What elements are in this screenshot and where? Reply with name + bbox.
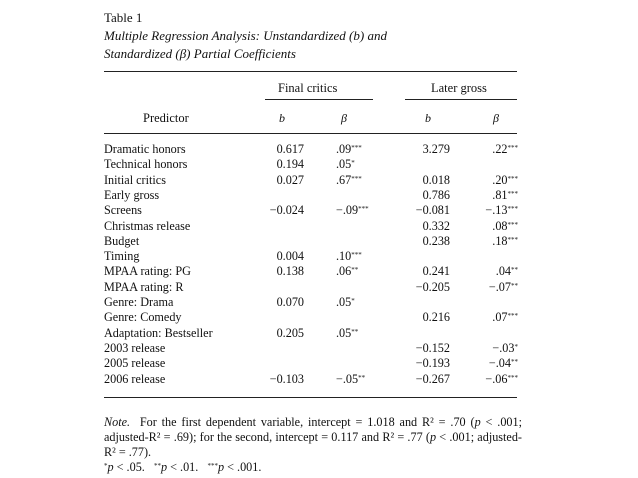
final-beta-cell bbox=[336, 295, 355, 310]
later-beta-cell-value: .22 bbox=[492, 142, 508, 156]
predictor-cell-value: 2003 release bbox=[104, 340, 166, 355]
later-b-cell-value: 0.786 bbox=[422, 187, 450, 202]
table-row bbox=[0, 356, 638, 371]
final-b-cell bbox=[270, 372, 304, 387]
later-b-cell bbox=[416, 280, 450, 295]
final-b-cell bbox=[277, 173, 304, 188]
final-b-cell-value: 0.205 bbox=[276, 325, 304, 340]
predictor-cell bbox=[104, 280, 183, 295]
table-row bbox=[0, 372, 638, 387]
predictor-cell bbox=[104, 310, 182, 325]
predictor-cell bbox=[104, 219, 190, 234]
predictor-cell-value: Adaptation: Bestseller bbox=[104, 325, 213, 340]
final-beta-cell bbox=[336, 372, 365, 387]
later-beta-cell-value: −.13 bbox=[485, 203, 508, 218]
later-beta-cell-value: −.03 bbox=[492, 340, 515, 355]
group-rule-final-critics bbox=[265, 99, 373, 100]
final-beta-cell bbox=[336, 157, 355, 172]
final-beta-cell bbox=[336, 249, 362, 264]
final-b-cell bbox=[277, 249, 304, 264]
predictor-cell-value: Timing bbox=[104, 249, 140, 264]
later-beta-cell-value: −.04 bbox=[488, 356, 511, 371]
sig1-p: p bbox=[107, 460, 114, 474]
final-b-cell-value: 0.194 bbox=[276, 157, 304, 172]
predictor-cell-value: 2006 release bbox=[104, 371, 166, 386]
table-note bbox=[104, 415, 522, 475]
significance-marker: *** bbox=[507, 144, 518, 152]
predictor-cell-value: MPAA rating: PG bbox=[104, 264, 191, 279]
final-b-cell-value: 0.070 bbox=[276, 295, 304, 309]
predictor-cell bbox=[104, 264, 191, 279]
significance-marker: *** bbox=[358, 205, 369, 214]
later-beta-cell bbox=[485, 203, 518, 218]
bottom-rule bbox=[104, 397, 517, 398]
column-header-final-b: b bbox=[279, 111, 285, 125]
note-text-3: < .001; adjusted-R² = .77). bbox=[104, 430, 522, 459]
note-text-1: For the first dependent variable, intercept = 1.018 and R² = .70 ( bbox=[139, 415, 475, 429]
later-beta-cell bbox=[492, 219, 518, 234]
predictor-cell-value: Screens bbox=[104, 203, 142, 218]
predictor-cell bbox=[104, 234, 139, 249]
column-header-predictor: Predictor bbox=[143, 111, 189, 125]
predictor-cell-value: Budget bbox=[104, 233, 140, 248]
predictor-cell-value: 2005 release bbox=[104, 356, 166, 371]
final-beta-cell bbox=[336, 173, 362, 188]
sig1-mark: * bbox=[104, 462, 108, 470]
later-beta-cell-value: .08 bbox=[492, 218, 508, 233]
later-b-cell bbox=[423, 219, 450, 234]
significance-marker: ** bbox=[511, 266, 518, 275]
later-beta-cell-value: −.07 bbox=[488, 279, 511, 294]
table-row bbox=[0, 310, 638, 325]
predictor-cell bbox=[104, 173, 166, 188]
significance-marker: ** bbox=[351, 327, 359, 336]
significance-marker: ** bbox=[358, 373, 366, 382]
later-beta-cell bbox=[489, 356, 518, 371]
significance-marker: * bbox=[351, 159, 355, 168]
final-b-cell-value: 0.138 bbox=[276, 264, 304, 279]
final-b-cell bbox=[270, 203, 304, 218]
table-row bbox=[0, 188, 638, 203]
later-b-cell bbox=[423, 234, 450, 249]
header-rule bbox=[104, 133, 517, 134]
predictor-cell bbox=[104, 188, 159, 203]
final-b-cell-value: −0.024 bbox=[269, 203, 304, 218]
table-caption-line-2: Standardized (β) Partial Coefficients bbox=[104, 46, 296, 61]
final-beta-cell-value: −.09 bbox=[336, 203, 359, 218]
significance-marker: *** bbox=[507, 189, 518, 198]
predictor-cell bbox=[104, 326, 213, 341]
later-b-cell bbox=[423, 188, 450, 203]
final-b-cell-value: 0.027 bbox=[276, 172, 304, 187]
final-beta-cell bbox=[336, 142, 362, 157]
later-b-cell-value: 0.332 bbox=[422, 218, 450, 233]
sig3-text: < .001. bbox=[224, 460, 262, 474]
predictor-cell-value: Initial critics bbox=[104, 172, 166, 187]
column-header-later-b: b bbox=[425, 111, 431, 125]
final-beta-cell-value: .09 bbox=[336, 142, 352, 156]
later-b-cell-value: −0.081 bbox=[415, 203, 450, 218]
final-beta-cell bbox=[336, 326, 358, 341]
final-beta-cell bbox=[336, 264, 358, 279]
later-b-cell bbox=[423, 173, 450, 188]
predictor-cell-value: Christmas release bbox=[104, 218, 191, 233]
significance-marker: ** bbox=[351, 266, 359, 275]
final-b-cell bbox=[277, 142, 304, 157]
later-b-cell bbox=[416, 341, 450, 356]
later-beta-cell bbox=[492, 188, 518, 203]
later-b-cell bbox=[416, 203, 450, 218]
note-label: Note. bbox=[104, 415, 131, 429]
later-b-cell bbox=[423, 264, 450, 279]
column-header-later-beta: β bbox=[493, 111, 499, 125]
significance-marker: * bbox=[514, 342, 518, 351]
sig3-p: p bbox=[217, 460, 225, 474]
significance-marker: *** bbox=[507, 205, 518, 214]
predictor-cell bbox=[104, 295, 173, 310]
significance-marker: *** bbox=[507, 235, 518, 244]
sig2-p: p bbox=[160, 460, 168, 474]
later-beta-cell bbox=[496, 264, 518, 279]
group-rule-later-gross bbox=[405, 99, 517, 100]
predictor-cell bbox=[104, 203, 142, 218]
later-b-cell-value: 0.216 bbox=[422, 310, 450, 325]
later-b-cell bbox=[416, 372, 450, 387]
later-beta-cell-value: .04 bbox=[495, 264, 511, 279]
significance-marker: *** bbox=[507, 220, 518, 229]
final-b-cell bbox=[277, 264, 304, 279]
final-b-cell bbox=[277, 157, 304, 172]
table-row bbox=[0, 249, 638, 264]
later-beta-cell bbox=[492, 341, 518, 356]
predictor-cell bbox=[104, 372, 165, 387]
final-b-cell-value: −0.103 bbox=[269, 371, 304, 386]
final-b-cell bbox=[277, 326, 304, 341]
sig1-text: < .05. bbox=[113, 460, 145, 474]
final-beta-cell-value: .06 bbox=[336, 264, 352, 279]
table-row bbox=[0, 157, 638, 172]
note-p-2: p bbox=[429, 430, 437, 444]
sig3-mark: *** bbox=[207, 462, 218, 470]
predictor-cell bbox=[104, 341, 165, 356]
table-row bbox=[0, 295, 638, 310]
significance-marker: *** bbox=[507, 373, 518, 382]
table-row bbox=[0, 142, 638, 157]
table-row bbox=[0, 234, 638, 249]
table-row bbox=[0, 341, 638, 356]
predictor-cell-value: Dramatic honors bbox=[104, 142, 186, 156]
final-beta-cell-value: .10 bbox=[336, 249, 352, 264]
later-b-cell-value: −0.267 bbox=[415, 371, 450, 386]
sig2-mark: ** bbox=[153, 462, 161, 470]
later-beta-cell-value: .07 bbox=[492, 310, 508, 325]
table-caption-line-1: Multiple Regression Analysis: Unstandardized (b) and bbox=[104, 28, 387, 43]
final-beta-cell-value: −.05 bbox=[336, 371, 359, 386]
later-b-cell-value: 0.241 bbox=[422, 264, 450, 279]
significance-marker: ** bbox=[511, 281, 518, 290]
group-header-later-gross: Later gross bbox=[431, 81, 487, 95]
later-beta-cell-value: −.06 bbox=[485, 371, 508, 386]
note-p-1: p bbox=[474, 415, 481, 429]
predictor-cell bbox=[104, 356, 165, 371]
significance-marker: *** bbox=[507, 174, 518, 183]
later-b-cell-value: −0.205 bbox=[415, 279, 450, 294]
table-row bbox=[0, 326, 638, 341]
group-header-final-critics: Final critics bbox=[278, 81, 338, 95]
final-beta-cell-value: .05 bbox=[336, 157, 352, 172]
later-beta-cell-value: .20 bbox=[492, 172, 508, 187]
significance-marker: *** bbox=[351, 251, 362, 260]
table-row bbox=[0, 264, 638, 279]
later-beta-cell-value: .18 bbox=[492, 233, 508, 248]
later-beta-cell-value: .81 bbox=[492, 187, 508, 202]
later-beta-cell bbox=[489, 280, 518, 295]
final-b-cell-value: 0.617 bbox=[276, 142, 304, 156]
significance-marker: *** bbox=[351, 174, 362, 183]
final-beta-cell-value: .05 bbox=[336, 295, 352, 309]
final-b-cell-value: 0.004 bbox=[276, 249, 304, 264]
final-beta-cell-value: .67 bbox=[336, 172, 352, 187]
later-beta-cell bbox=[492, 310, 518, 325]
later-b-cell-value: 3.279 bbox=[422, 142, 450, 156]
significance-marker: *** bbox=[507, 312, 518, 321]
table-row bbox=[0, 219, 638, 234]
final-beta-cell-value: .05 bbox=[336, 325, 352, 340]
significance-marker: ** bbox=[511, 358, 518, 367]
predictor-cell-value: MPAA rating: R bbox=[104, 279, 184, 294]
predictor-cell bbox=[104, 142, 186, 157]
note-text-2: < .001; adjusted-R² = .69); for the second, intercept = 0.117 and R² = .77 ( bbox=[104, 415, 522, 444]
final-beta-cell bbox=[336, 203, 369, 218]
predictor-cell bbox=[104, 157, 187, 172]
later-b-cell bbox=[423, 310, 450, 325]
table-row bbox=[0, 280, 638, 295]
column-header-final-beta: β bbox=[341, 111, 347, 125]
later-b-cell-value: −0.152 bbox=[415, 340, 450, 355]
later-b-cell bbox=[423, 142, 450, 157]
sig2-text: < .01. bbox=[167, 460, 199, 474]
final-b-cell bbox=[277, 295, 304, 310]
later-beta-cell bbox=[492, 142, 518, 157]
predictor-cell-value: Genre: Drama bbox=[104, 295, 174, 309]
predictor-cell-value: Genre: Comedy bbox=[104, 310, 182, 325]
predictor-cell bbox=[104, 249, 139, 264]
later-b-cell-value: 0.238 bbox=[422, 233, 450, 248]
significance-marker: * bbox=[351, 297, 355, 305]
predictor-cell-value: Technical honors bbox=[104, 157, 188, 172]
later-b-cell-value: −0.193 bbox=[415, 356, 450, 371]
later-beta-cell bbox=[492, 173, 518, 188]
later-beta-cell bbox=[492, 234, 518, 249]
table-label: Table 1 bbox=[104, 10, 143, 25]
table-row bbox=[0, 203, 638, 218]
later-b-cell bbox=[416, 356, 450, 371]
later-beta-cell bbox=[485, 372, 518, 387]
predictor-cell-value: Early gross bbox=[104, 187, 160, 202]
significance-marker: *** bbox=[351, 144, 362, 152]
table-row bbox=[0, 173, 638, 188]
later-b-cell-value: 0.018 bbox=[422, 172, 450, 187]
top-rule bbox=[104, 71, 517, 72]
